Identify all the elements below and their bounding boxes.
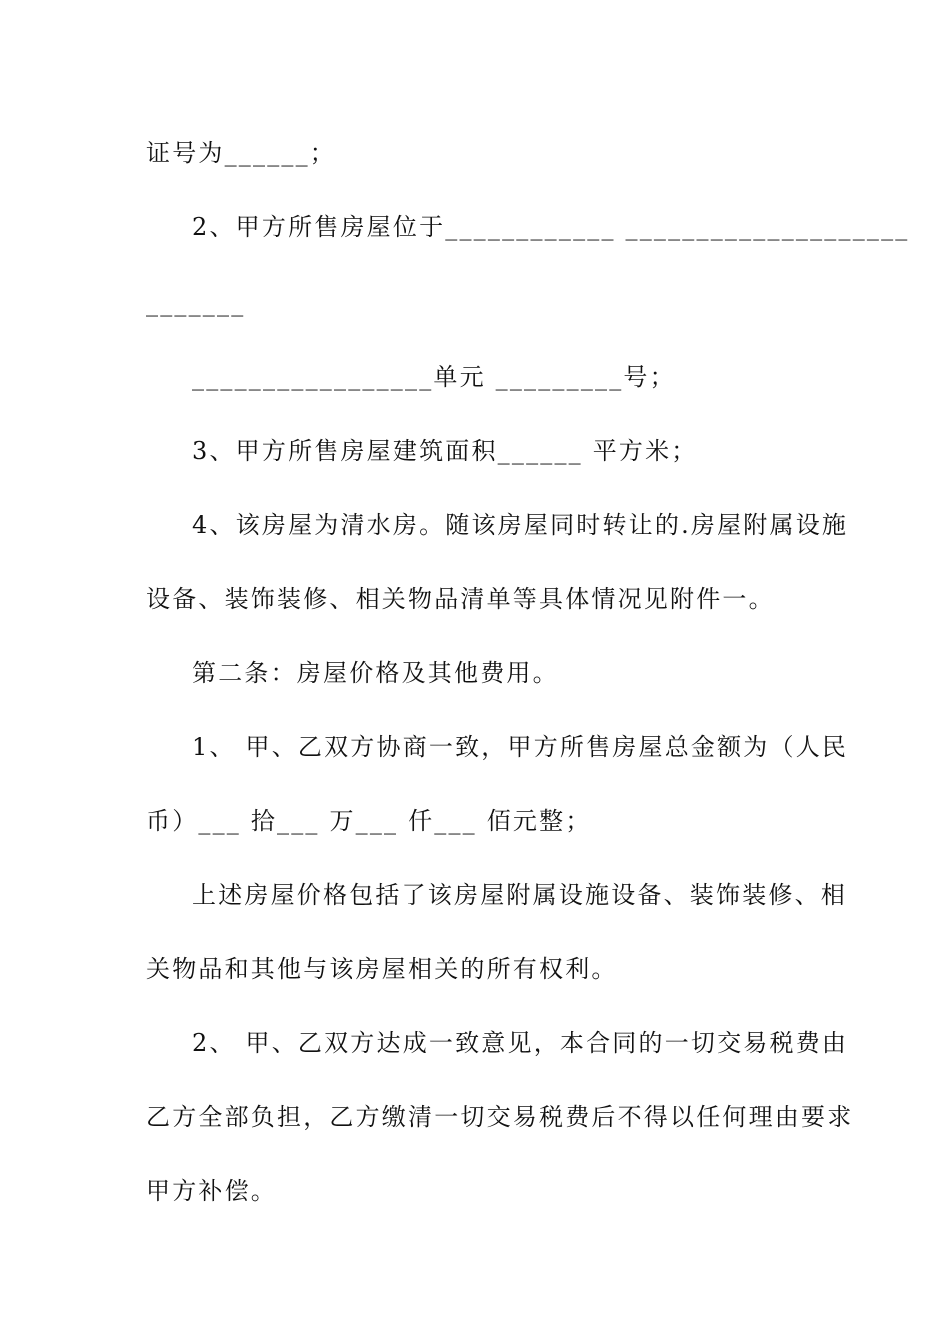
text-line-price-includes-continued: 关物品和其他与该房屋相关的所有权利。 [146,955,618,983]
text-line-tax-burden: 乙方全部负担，乙方缴清一切交易税费后不得以任何理由要求 [146,1103,854,1131]
section-heading-article-two: 第二条：房屋价格及其他费用。 [192,659,559,687]
text-line-compensation: 甲方补偿。 [146,1177,277,1205]
text-line-unit-number: _________________单元 _________号； [192,363,676,391]
text-line-attachment-list: 设备、装饰装修、相关物品清单等具体情况见附件一。 [146,585,775,613]
text-line-house-condition: 4、该房屋为清水房。随该房屋同时转让的.房屋附属设施 [192,511,849,539]
text-line-total-amount: 1、 甲、乙双方协商一致，甲方所售房屋总金额为（人民 [192,733,849,761]
text-line-amount-fields: 币）___ 拾___ 万___ 仟___ 佰元整； [146,807,592,835]
text-line-house-location: 2、甲方所售房屋位于____________ ____________________ [192,213,910,241]
text-line-location-continued: _______ [146,289,246,317]
text-line-floor-area: 3、甲方所售房屋建筑面积______ 平方米； [192,437,698,465]
text-line-price-includes: 上述房屋价格包括了该房屋附属设施设备、装饰装修、相 [192,881,847,909]
text-line-cert-number: 证号为______； [146,139,336,167]
text-line-tax-agreement: 2、 甲、乙双方达成一致意见，本合同的一切交易税费由 [192,1029,849,1057]
